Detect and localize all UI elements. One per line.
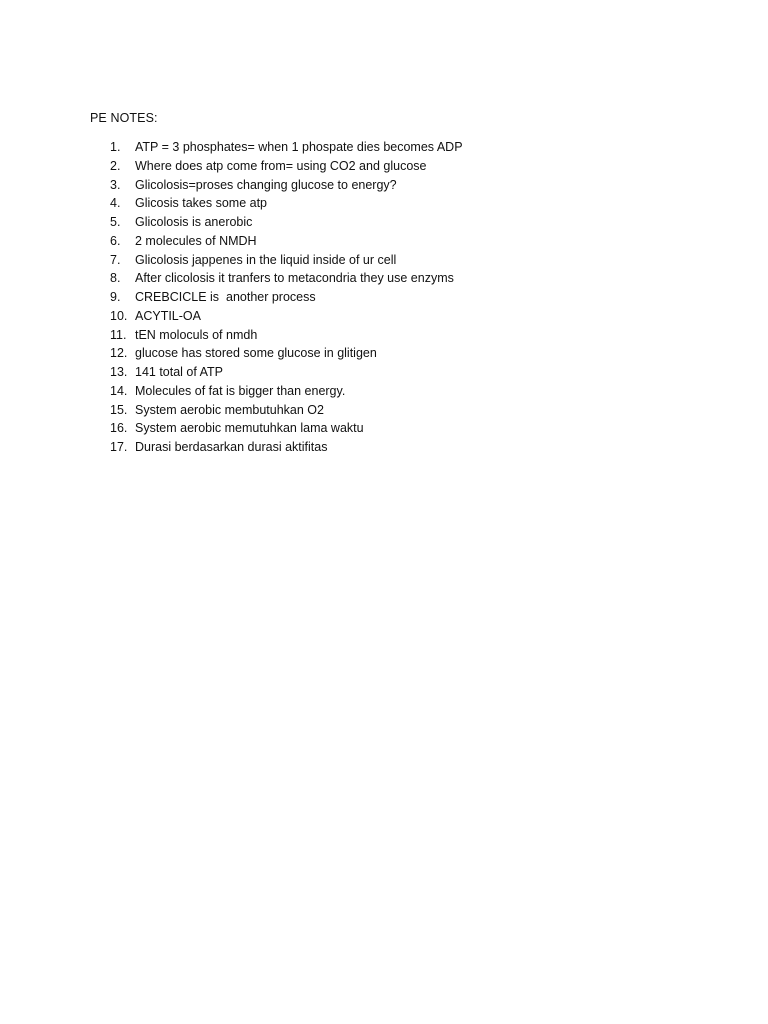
list-item-number: 6. — [110, 233, 121, 248]
list-item — [110, 383, 463, 402]
list-item — [110, 420, 463, 439]
list-item-number: 8. — [110, 271, 121, 286]
list-item — [110, 289, 463, 308]
list-item — [110, 270, 463, 289]
list-item-text: Glicolosis=proses changing glucose to energy? — [135, 177, 397, 192]
notes-heading: PE NOTES: — [90, 111, 158, 125]
list-item — [110, 252, 463, 271]
list-item-text: System aerobic membutuhkan O2 — [135, 402, 324, 417]
list-item-number: 14. — [110, 383, 128, 398]
list-item — [110, 345, 463, 364]
list-item-number: 13. — [110, 365, 128, 379]
list-item — [110, 214, 463, 233]
list-item-text: 2 molecules of NMDH — [135, 233, 257, 248]
list-item-number: 16. — [110, 421, 128, 436]
list-item — [110, 402, 463, 421]
list-item-text: After clicolosis it tranfers to metacondria they use enzyms — [135, 271, 454, 286]
list-item — [110, 364, 463, 383]
list-item — [110, 158, 463, 177]
list-item-number: 3. — [110, 177, 121, 192]
list-item-text: ACYTIL-OA — [135, 308, 201, 323]
list-item — [110, 177, 463, 196]
list-item-text: tEN moloculs of nmdh — [135, 327, 258, 342]
list-item-text: Durasi berdasarkan durasi aktifitas — [135, 440, 328, 454]
list-item-number: 11. — [110, 327, 127, 342]
notes-list — [110, 139, 463, 458]
list-item — [110, 195, 463, 214]
list-item-text: Molecules of fat is bigger than energy. — [135, 383, 346, 398]
list-item-number: 12. — [110, 346, 128, 361]
list-item-number: 7. — [110, 252, 121, 267]
list-item-number: 10. — [110, 308, 128, 323]
list-item-number: 4. — [110, 196, 121, 211]
list-item-text: ATP = 3 phosphates= when 1 phospate dies becomes ADP — [135, 140, 463, 154]
list-item — [110, 439, 463, 458]
list-item-number: 2. — [110, 158, 121, 173]
list-item — [110, 327, 463, 346]
list-item — [110, 233, 463, 252]
list-item-number: 5. — [110, 215, 121, 229]
list-item — [110, 308, 463, 327]
list-item-text: Glicolosis is anerobic — [135, 215, 253, 229]
list-item-number: 17. — [110, 440, 128, 454]
list-item-text: 141 total of ATP — [135, 365, 224, 379]
list-item-number: 1. — [110, 140, 121, 154]
list-item-number: 15. — [110, 402, 128, 417]
list-item — [110, 139, 463, 158]
list-item-text: glucose has stored some glucose in glitigen — [135, 346, 377, 361]
list-item-text: Glicosis takes some atp — [135, 196, 267, 211]
list-item-text: Glicolosis jappenes in the liquid inside of ur cell — [135, 252, 397, 267]
list-item-number: 9. — [110, 290, 121, 304]
list-item-text: CREBCICLE is another process — [135, 290, 316, 304]
list-item-text: System aerobic memutuhkan lama waktu — [135, 421, 364, 436]
list-item-text: Where does atp come from= using CO2 and glucose — [135, 158, 427, 173]
